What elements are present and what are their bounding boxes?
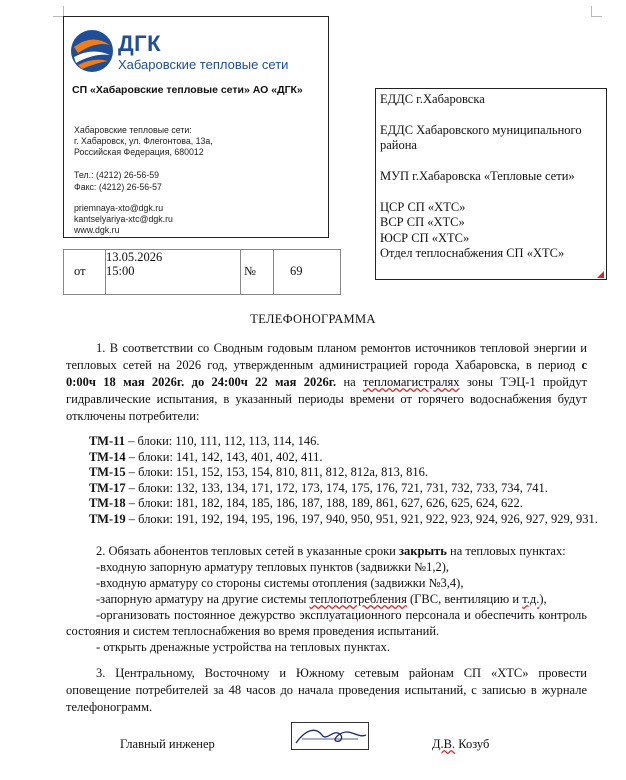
dgk-logo-icon (68, 27, 116, 75)
p2-item: -организовать постоянное дежурство эксплуатационного персонала и обеспечить контроль состояния и систем теплоснабжения во время проведения испытаний. (66, 608, 587, 638)
list-item (89, 481, 598, 497)
tm-label: ТМ-18 (89, 496, 126, 510)
from-label: от (74, 264, 86, 278)
list-item (89, 496, 598, 512)
email-line: kantselyariya-xtc@dgk.ru (74, 214, 173, 224)
signoff-initials: Д.В. (432, 737, 456, 751)
tm-blocks: – блоки: 132, 133, 134, 171, 172, 173, 174, 175, 176, 721, 731, 732, 733, 734, 741. (125, 480, 548, 495)
tm-blocks: – блоки: 141, 142, 143, 401, 402, 411. (125, 449, 323, 464)
addressee-line: МУП г.Хабаровска «Тепловые сети» (380, 169, 575, 183)
p2-emphasis: закрыть (398, 544, 447, 558)
comment-marker-icon (597, 271, 604, 278)
p2-text: 2. Обязать абонентов тепловых сетей в указанные сроки (96, 544, 399, 558)
number-value: 69 (290, 264, 303, 278)
number-label: № (244, 264, 256, 278)
signoff-name (432, 737, 489, 752)
addressee-line: района (380, 138, 417, 152)
p2-item (66, 591, 587, 607)
p2-item: - открыть дренажные устройства на тепловых пунктах. (96, 640, 390, 654)
page-corner-tr (591, 6, 602, 17)
tm-label: ТМ-19 (89, 511, 126, 526)
brand-subtitle: Хабаровские тепловые сети (118, 57, 289, 72)
list-item (89, 450, 598, 466)
signature-image (291, 722, 369, 750)
time-value: 15:00 (106, 264, 135, 278)
tm-blocks: – блоки: 181, 182, 184, 185, 186, 187, 188, 189, 861, 627, 626, 625, 624, 622. (125, 496, 523, 510)
paragraph-1 (66, 340, 587, 425)
tm-blocks: – блоки: 191, 192, 194, 195, 196, 197, 940, 950, 951, 921, 922, 923, 924, 926, 927, 929, 931. (125, 511, 598, 526)
tm-label: ТМ-11 (89, 434, 125, 448)
number-label-cell (241, 249, 273, 295)
p1-text: тепломагистралях (363, 375, 460, 389)
p1-period: с 0:00ч 18 мая 2026г. до 24:00ч 22 мая 2026г. (66, 358, 587, 389)
p2-text: ), (539, 592, 547, 606)
p1-text: зоны ТЭЦ-1 пройдут гидравлические испытания, в указанный периоды времени от горячего водоснабжения будут отключены потребители: (66, 375, 587, 423)
addressee-line: ВСР СП «ХТС» (380, 215, 465, 229)
tm-label: ТМ-17 (89, 480, 126, 495)
addressee-block (375, 88, 607, 280)
p2-text: -запорную арматуру на другие системы (96, 592, 310, 606)
website-line: www.dgk.ru (74, 225, 120, 235)
blocks-list (89, 434, 598, 527)
tm-blocks: – блоки: 151, 152, 153, 154, 810, 811, 812, 812а, 813, 816. (125, 465, 428, 479)
fax-line: Факс: (4212) 26-56-57 (74, 182, 162, 192)
p2-heading (66, 543, 587, 559)
signature-icon (292, 723, 368, 749)
p2-item: -входную арматуру со стороны системы отопления (задвижки №3,4), (96, 576, 464, 590)
p2-text: т.д. (522, 592, 540, 606)
from-cell (63, 249, 105, 295)
addressee-line: ЦСР СП «ХТС» (380, 200, 466, 214)
list-item (89, 465, 598, 481)
tm-blocks: – блоки: 110, 111, 112, 113, 114, 146. (124, 434, 320, 448)
p2-item: -входную запорную арматуру тепловых пунктов (задвижки №1,2), (96, 560, 450, 574)
brand-name: ДГК (118, 31, 162, 56)
number-cell (273, 249, 341, 295)
list-item (89, 434, 598, 450)
p2-text: теплопотребления (309, 592, 407, 606)
phone-line: Тел.: (4212) 26-56-59 (74, 170, 160, 180)
addressee-line: Отдел теплоснабжения СП «ХТС» (380, 246, 565, 260)
p1-text: 1. В соответствии со Сводным годовым планом ремонтов источников тепловой энергии и тепловых сетей на 2026 год, утвержденным администрацией города Хабаровска, в период (66, 341, 587, 372)
address-line: г. Хабаровск, ул. Флегонтова, 13а, (74, 136, 213, 146)
signoff-position: Главный инженер (120, 737, 215, 751)
p1-text: на (336, 375, 364, 389)
letterhead (63, 16, 329, 238)
tm-label: ТМ-14 (89, 449, 126, 464)
p2-text: (ГВС, вентиляцию и (406, 592, 523, 606)
paragraph-2 (66, 543, 587, 655)
paragraph-3: 3. Центральному, Восточному и Южному сетевым районам СП «ХТС» провести оповещение потребителей за 48 часов до начала проведения испытаний, с записью в журнале телефонограмм. (66, 666, 587, 714)
email-line: priemnaya-xto@dgk.ru (74, 203, 164, 213)
signoff-surname: Козуб (455, 737, 490, 751)
p2-text: на тепловых пунктах: (446, 544, 566, 558)
date-value: 13.05.2026 (106, 250, 163, 264)
document-title: ТЕЛЕФОНОГРАММА (250, 312, 376, 326)
addressee-line: ЕДДС Хабаровского муниципального (380, 123, 582, 137)
address-line: Российская Федерация, 680012 (74, 147, 204, 157)
list-item (89, 512, 598, 528)
company-name: СП «Хабаровские тепловые сети» АО «ДГК» (72, 84, 303, 96)
date-cell (105, 249, 241, 295)
addressee-line: ЮСР СП «ХТС» (380, 231, 470, 245)
tm-label: ТМ-15 (89, 465, 126, 479)
addressee-line: ЕДДС г.Хабаровска (380, 92, 485, 106)
address-line: Хабаровские тепловые сети: (74, 125, 192, 135)
